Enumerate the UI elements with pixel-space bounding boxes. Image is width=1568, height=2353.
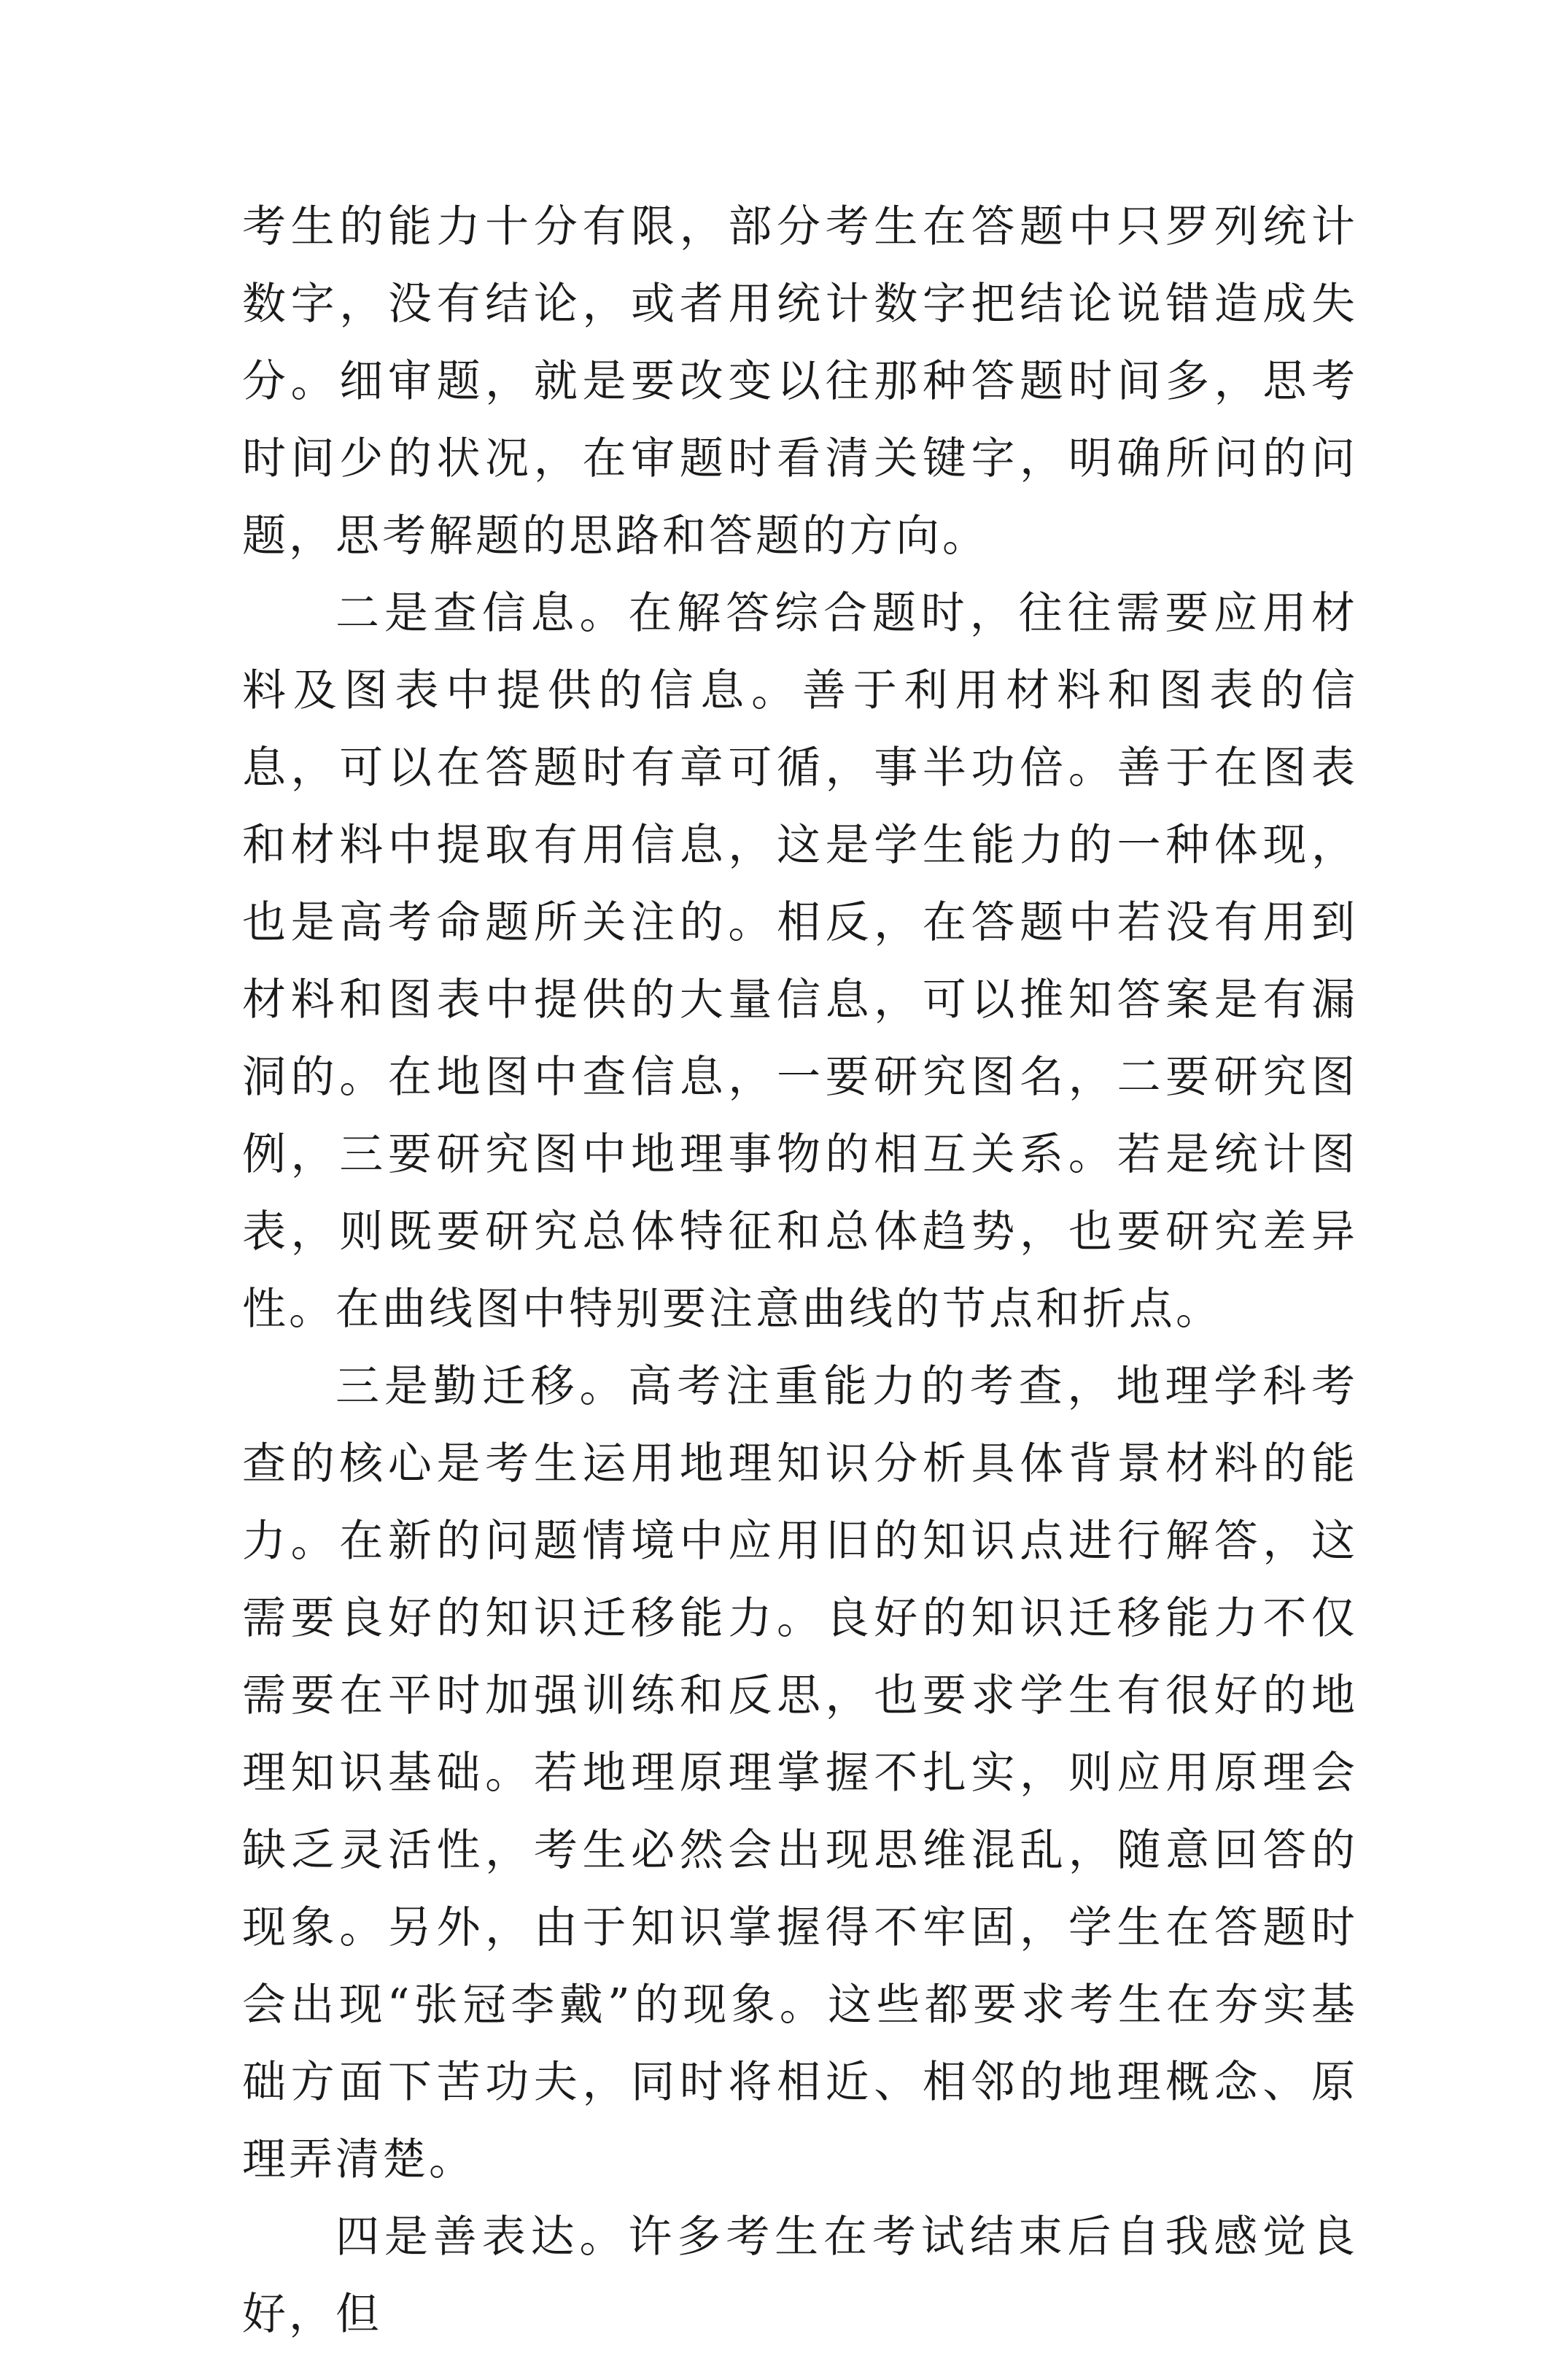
paragraph-knowledge-transfer: 三是勤迁移。高考注重能力的考查，地理学科考查的核心是考生运用地理知识分析具体背景材料的能力。在新的问题情境中应用旧的知识点进行解答，这需要良好的知识迁移能力。良好的知识迁移能力不仅需要在平时加强训练和反思，也要求学生有很好的地理知识基础。若地理原理掌握不扎实，则应用原理会缺乏灵活性，考生必然会出现思维混乱，随意回答的现象。另外，由于知识掌握得不牢固，学生在答题时会出现“张冠李戴”的现象。这些都要求考生在夯实基础方面下苦功夫，同时将相近、相邻的地理概念、原理弄清楚。 xyxy=(242,1361,1358,2185)
paragraph-check-information: 二是查信息。在解答综合题时，往往需要应用材料及图表中提供的信息。善于利用材料和图表的信息，可以在答题时有章可循，事半功倍。善于在图表和材料中提取有用信息，这是学生能力的一种体现，也是高考命题所关注的。相反，在答题中若没有用到材料和图表中提供的大量信息，可以推知答案是有漏洞的。在地图中查信息，一要研究图名，二要研究图例，三要研究图中地理事物的相互关系。若是统计图表，则既要研究总体特征和总体趋势，也要研究差异性。在曲线图中特别要注意曲线的节点和折点。 xyxy=(242,588,1358,1335)
paragraph-continuation: 考生的能力十分有限，部分考生在答题中只罗列统计数字，没有结论，或者用统计数字把结论说错造成失分。细审题，就是要改变以往那种答题时间多，思考时间少的状况，在审题时看清关键字，明确所问的问题，思考解题的思路和答题的方向。 xyxy=(242,201,1358,562)
body-text xyxy=(242,188,1358,2353)
paragraph-good-expression: 四是善表达。许多考生在考试结束后自我感觉良好，但 xyxy=(242,2211,1358,2340)
